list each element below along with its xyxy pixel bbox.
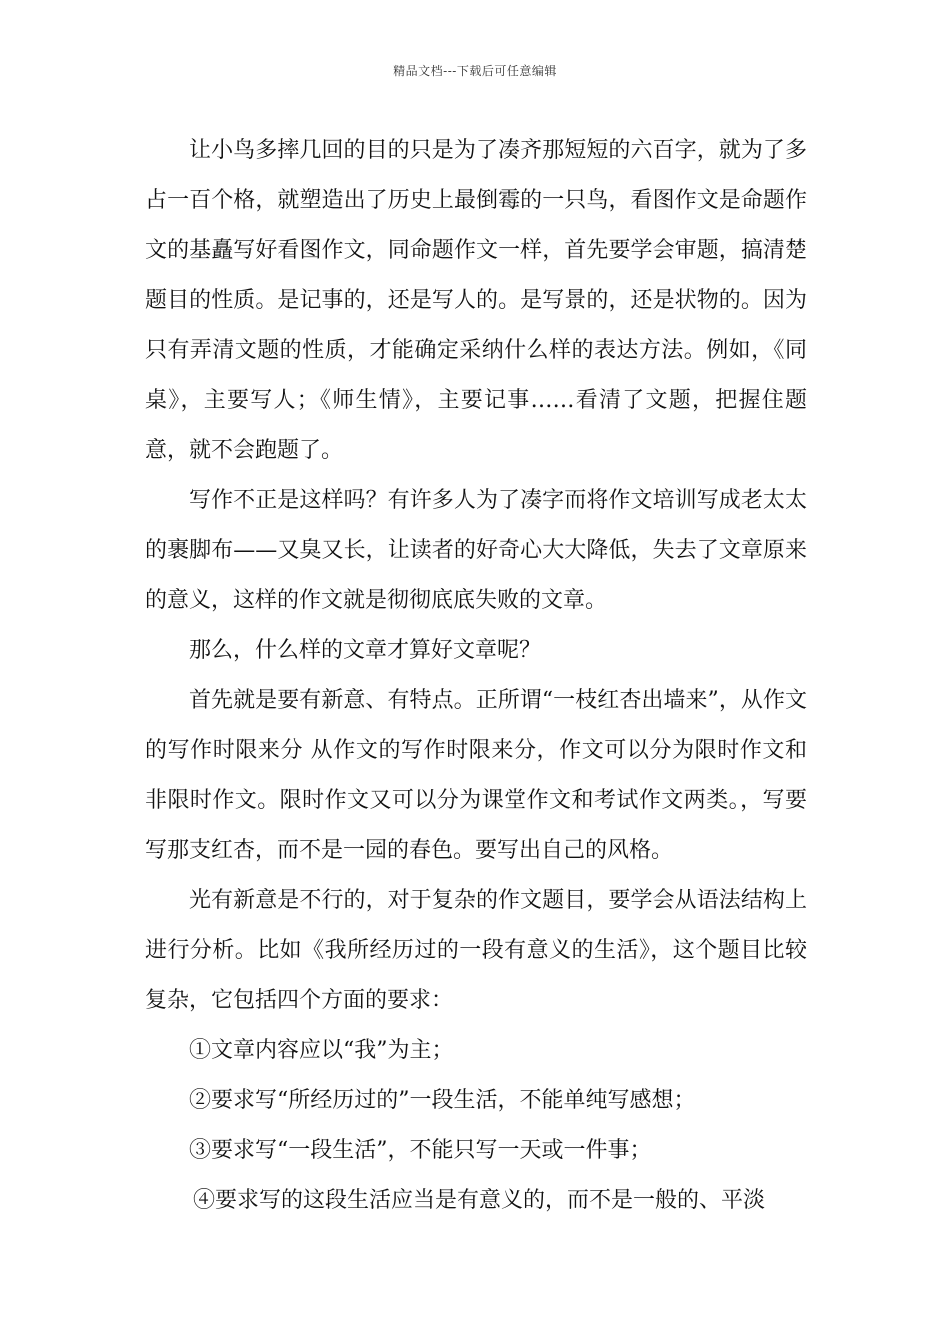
paragraph-1: 让小鸟多摔几回的目的只是为了凑齐那短短的六百字，就为了多占一百个格，就塑造出了历史上最倒霉的一只鸟，看图作文是命题作文的基矗写好看图作文，同命题作文一样，首先要学会审题，搞清楚题目的性质。是记事的，还是写人的。是写景的，还是状物的。因为只有弄清文题的性质，才能确定采纳什么样的表达方法。例如，《同桌》，主要写人；《师生情》，主要记事……看清了文题，把握住题意，就不会跑题了。 <box>145 138 807 463</box>
paragraph-4: 首先就是要有新意、有特点。正所谓“一枝红杏出墙来”，从作文的写作时限来分 从作文的写作时限来分，作文可以分为限时作文和非限时作文。限时作文又可以分为课堂作文和考试作文两类。，写要写那支红杏，而不是一园的春色。要写出自己的风格。 <box>145 688 807 863</box>
paragraph-5: 光有新意是不行的，对于复杂的作文题目，要学会从语法结构上进行分析。比如《我所经历过的一段有意义的生活》，这个题目比较复杂，它包括四个方面的要求： <box>145 888 807 1013</box>
paragraph-3: 那么，什么样的文章才算好文章呢？ <box>189 638 542 663</box>
requirement-item-2: ②要求写“所经历过的”一段生活，不能单纯写感想； <box>189 1088 696 1113</box>
document-body <box>145 126 807 1226</box>
page-header: 精品文档---下载后可任意编辑 <box>393 64 557 78</box>
requirement-item-1: ①文章内容应以“我”为主； <box>189 1038 454 1063</box>
paragraph-2: 写作不正是这样吗？有许多人为了凑字而将作文培训写成老太太的裹脚布——又臭又长，让读者的好奇心大大降低，失去了文章原来的意义，这样的作文就是彻彻底底失败的文章。 <box>145 488 807 613</box>
requirement-item-4: ④要求写的这段生活应当是有意义的，而不是一般的、平淡 <box>193 1188 766 1213</box>
requirement-item-3: ③要求写“一段生活”，不能只写一天或一件事； <box>189 1138 652 1163</box>
